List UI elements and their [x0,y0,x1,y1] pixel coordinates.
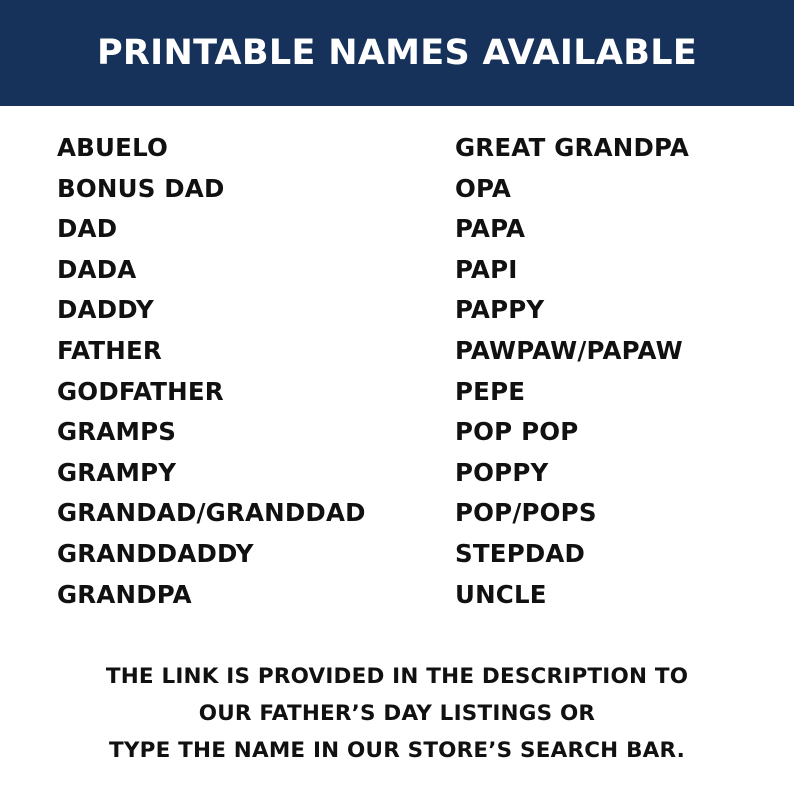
name-item: STEPDAD [455,538,586,568]
name-item: PAPI [455,254,518,284]
footer-line: TYPE THE NAME IN OUR STORE’S SEARCH BAR. [108,738,686,763]
footer-note [0,658,794,769]
name-item: GRANDPA [57,579,192,609]
name-item: PAPA [455,214,526,244]
name-item: GRANDAD/GRANDDAD [57,498,366,528]
name-item: DAD [57,214,118,244]
name-item: DADDY [57,295,154,325]
name-item: GRANDDADDY [57,538,254,568]
name-item: DADA [57,254,137,284]
name-item: PAPPY [455,295,545,325]
name-item: POP POP [455,417,579,447]
name-item: PAWPAW/PAPAW [455,335,683,365]
footer-line: THE LINK IS PROVIDED IN THE DESCRIPTION TO [105,664,689,689]
name-item: UNCLE [455,579,547,609]
names-list-right [455,128,689,615]
name-item: FATHER [57,335,163,365]
name-item: GREAT GRANDPA [455,133,690,162]
name-item: GRAMPY [57,457,177,487]
header-banner [0,0,794,106]
names-list-left [57,128,366,615]
name-item: GRAMPS [57,417,177,447]
name-item: BONUS DAD [57,173,225,203]
name-item: POP/POPS [455,498,597,528]
page-title: PRINTABLE NAMES AVAILABLE [96,33,698,73]
name-item: PEPE [455,376,526,406]
name-item: GODFATHER [57,376,224,406]
name-item: ABUELO [57,133,169,162]
name-item: OPA [455,173,512,203]
footer-line: OUR FATHER’S DAY LISTINGS OR [198,701,596,726]
name-item: POPPY [455,457,549,487]
